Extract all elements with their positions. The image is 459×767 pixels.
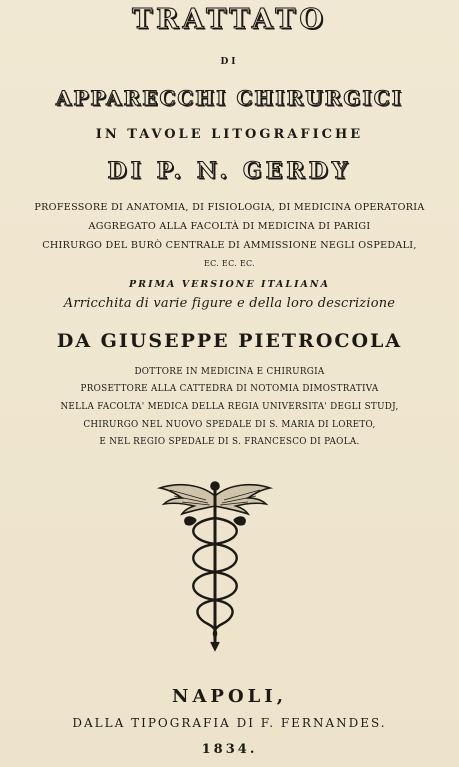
translator-credential: DOTTORE IN MEDICINA E CHIRURGIA xyxy=(134,367,325,377)
author-credential: PROFESSORE DI ANATOMIA, DI FISIOLOGIA, DI MEDICINA OPERATORIA xyxy=(34,202,425,213)
translator-credential: E NEL REGIO SPEDALE DI S. FRANCESCO DI PAOLA. xyxy=(99,437,360,447)
book-format: IN TAVOLE LITOGRAFICHE xyxy=(95,127,364,142)
book-title: TRATTATO xyxy=(132,4,327,35)
author-credential: CHIRURGO DEL BURÒ CENTRALE DI AMMISSIONE NEGLI OSPEDALI, xyxy=(42,240,417,251)
translator-name: DA GIUSEPPE PIETROCOLA xyxy=(56,330,403,352)
author-credential: EC. EC. EC. xyxy=(203,259,256,268)
translator-credential: CHIRURGO NEL NUOVO SPEDALE DI S. MARIA DI LORETO, xyxy=(83,420,376,430)
edition-note: PRIMA VERSIONE ITALIANA xyxy=(129,279,330,290)
imprint-year: 1834. xyxy=(201,742,258,757)
imprint-place: NAPOLI, xyxy=(172,686,287,707)
translator-credential: PROSETTORE ALLA CATTEDRA DI NOTOMIA DIMOSTRATIVA xyxy=(80,384,379,394)
author-credential: AGGREGATO ALLA FACOLTÀ DI MEDICINA DI PARIGI xyxy=(88,221,371,232)
book-author: DI P. N. GERDY xyxy=(107,158,352,184)
translator-credential: NELLA FACOLTA' MEDICA DELLA REGIA UNIVERSITA' DEGLI STUDJ, xyxy=(60,402,399,412)
book-subject: APPARECCHI CHIRURGICI xyxy=(55,86,404,110)
enrichment-note: Arricchita di varie figure e della loro descrizione xyxy=(63,296,396,311)
imprint-printer: DALLA TIPOGRAFIA DI F. FERNANDES. xyxy=(72,716,387,730)
title-connector: DI xyxy=(220,57,239,67)
caduceus-icon xyxy=(156,478,274,654)
